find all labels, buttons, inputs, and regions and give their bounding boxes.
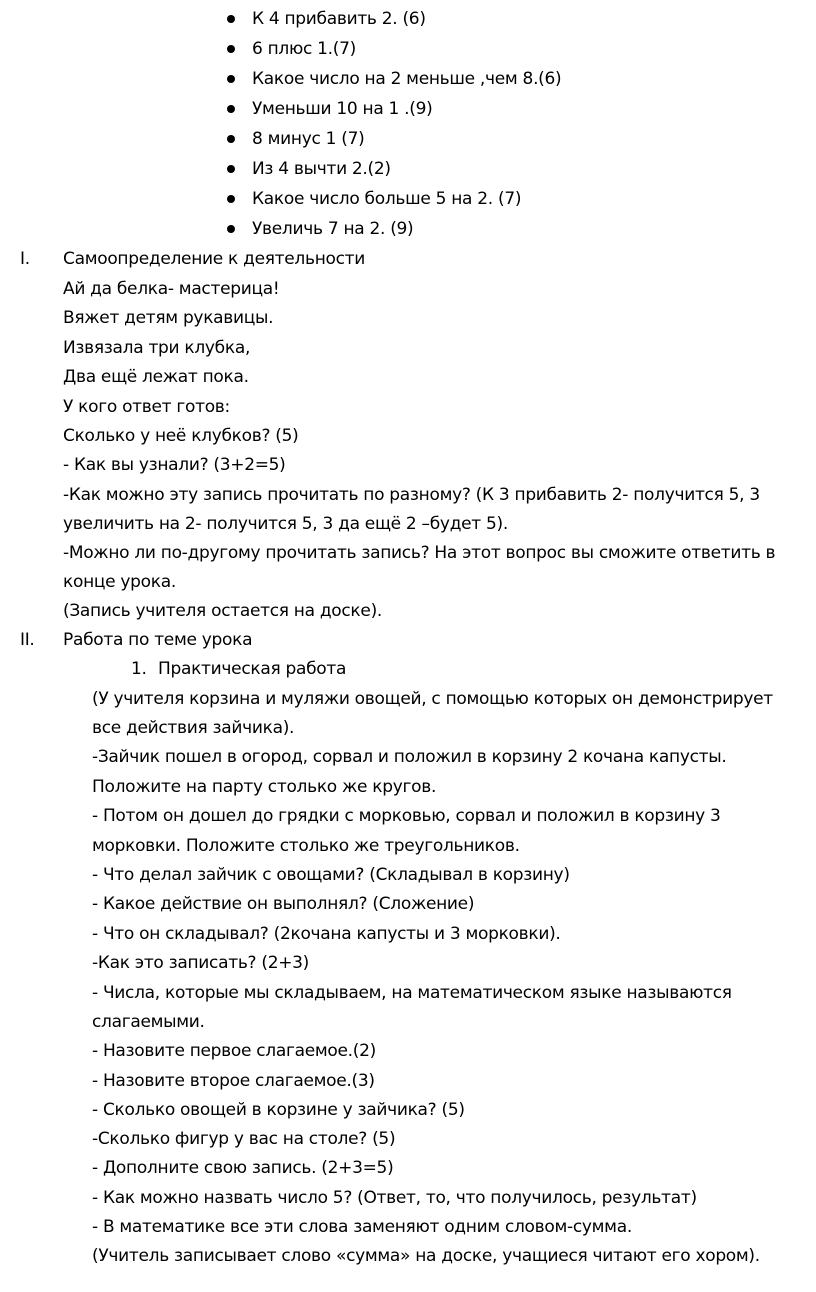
bullet-item: Какое число больше 5 на 2. (7) (252, 189, 522, 209)
bullet-icon (227, 225, 235, 233)
text-line: Вяжет детям рукавицы. (63, 308, 274, 328)
text-line: - В математике все эти слова заменяют одним словом-сумма. (92, 1217, 632, 1237)
text-line: Два ещё лежат пока. (63, 367, 249, 387)
section-numeral: II. (20, 630, 35, 650)
text-line: слагаемыми. (92, 1012, 205, 1032)
bullet-item: 6 плюс 1.(7) (252, 39, 356, 59)
text-line: - Числа, которые мы складываем, на математическом языке называются (92, 983, 732, 1003)
section-title: Работа по теме урока (63, 630, 253, 650)
text-line: конце урока. (63, 572, 176, 592)
text-line: - Сколько овощей в корзине у зайчика? (5) (92, 1100, 465, 1120)
bullet-item: Какое число на 2 меньше ,чем 8.(6) (252, 69, 562, 89)
text-line: увеличить на 2- получится 5, 3 да ещё 2 –будет 5). (63, 514, 508, 534)
text-line: - Что он складывал? (2кочана капусты и 3 морковки). (92, 924, 561, 944)
text-line: - Дополните свою запись. (2+3=5) (92, 1158, 394, 1178)
subsection-number: 1. (131, 659, 147, 679)
bullet-icon (227, 15, 235, 23)
bullet-icon (227, 135, 235, 143)
bullet-icon (227, 195, 235, 203)
text-line: - Назовите второе слагаемое.(3) (92, 1071, 375, 1091)
bullet-item: Из 4 вычти 2.(2) (252, 159, 391, 179)
section-title: Самоопределение к деятельности (63, 249, 366, 269)
bullet-icon (227, 45, 235, 53)
text-line: все действия зайчика). (92, 718, 295, 738)
text-line: - Назовите первое слагаемое.(2) (92, 1041, 376, 1061)
text-line: Извязала три клубка, (63, 338, 251, 358)
text-line: Ай да белка- мастерица! (63, 279, 280, 299)
subsection-title: Практическая работа (158, 659, 347, 679)
text-line: Сколько у неё клубков? (5) (63, 426, 299, 446)
text-line: морковки. Положите столько же треугольников. (92, 836, 520, 856)
bullet-icon (227, 75, 235, 83)
bullet-icon (227, 105, 235, 113)
bullet-item: Уменьши 10 на 1 .(9) (252, 99, 433, 119)
text-line: - Как можно назвать число 5? (Ответ, то, что получилось, результат) (92, 1188, 697, 1208)
bullet-item: Увеличь 7 на 2. (9) (252, 219, 414, 239)
text-line: -Можно ли по-другому прочитать запись? На этот вопрос вы сможите ответить в (63, 543, 776, 563)
text-line: -Как можно эту запись прочитать по разному? (К 3 прибавить 2- получится 5, 3 (63, 485, 760, 505)
text-line: - Как вы узнали? (3+2=5) (63, 455, 286, 475)
text-line: -Как это записать? (2+3) (92, 953, 310, 973)
bullet-item: К 4 прибавить 2. (6) (252, 9, 426, 29)
text-line: У кого ответ готов: (63, 397, 230, 417)
text-line: - Какое действие он выполнял? (Сложение) (92, 894, 475, 914)
bullet-item: 8 минус 1 (7) (252, 129, 365, 149)
bullet-icon (227, 165, 235, 173)
section-numeral: I. (20, 249, 30, 269)
text-line: -Зайчик пошел в огород, сорвал и положил в корзину 2 кочана капусты. (92, 747, 727, 767)
text-line: (Запись учителя остается на доске). (63, 601, 382, 621)
text-line: -Сколько фигур у вас на столе? (5) (92, 1129, 396, 1149)
text-line: (У учителя корзина и муляжи овощей, с помощью которых он демонстрирует (92, 689, 773, 709)
text-line: - Потом он дошел до грядки с морковью, сорвал и положил в корзину 3 (92, 806, 721, 826)
text-line: - Что делал зайчик с овощами? (Складывал в корзину) (92, 865, 570, 885)
text-line: (Учитель записывает слово «сумма» на доске, учащиеся читают его хором). (92, 1246, 760, 1266)
text-line: Положите на парту столько же кругов. (92, 777, 437, 797)
